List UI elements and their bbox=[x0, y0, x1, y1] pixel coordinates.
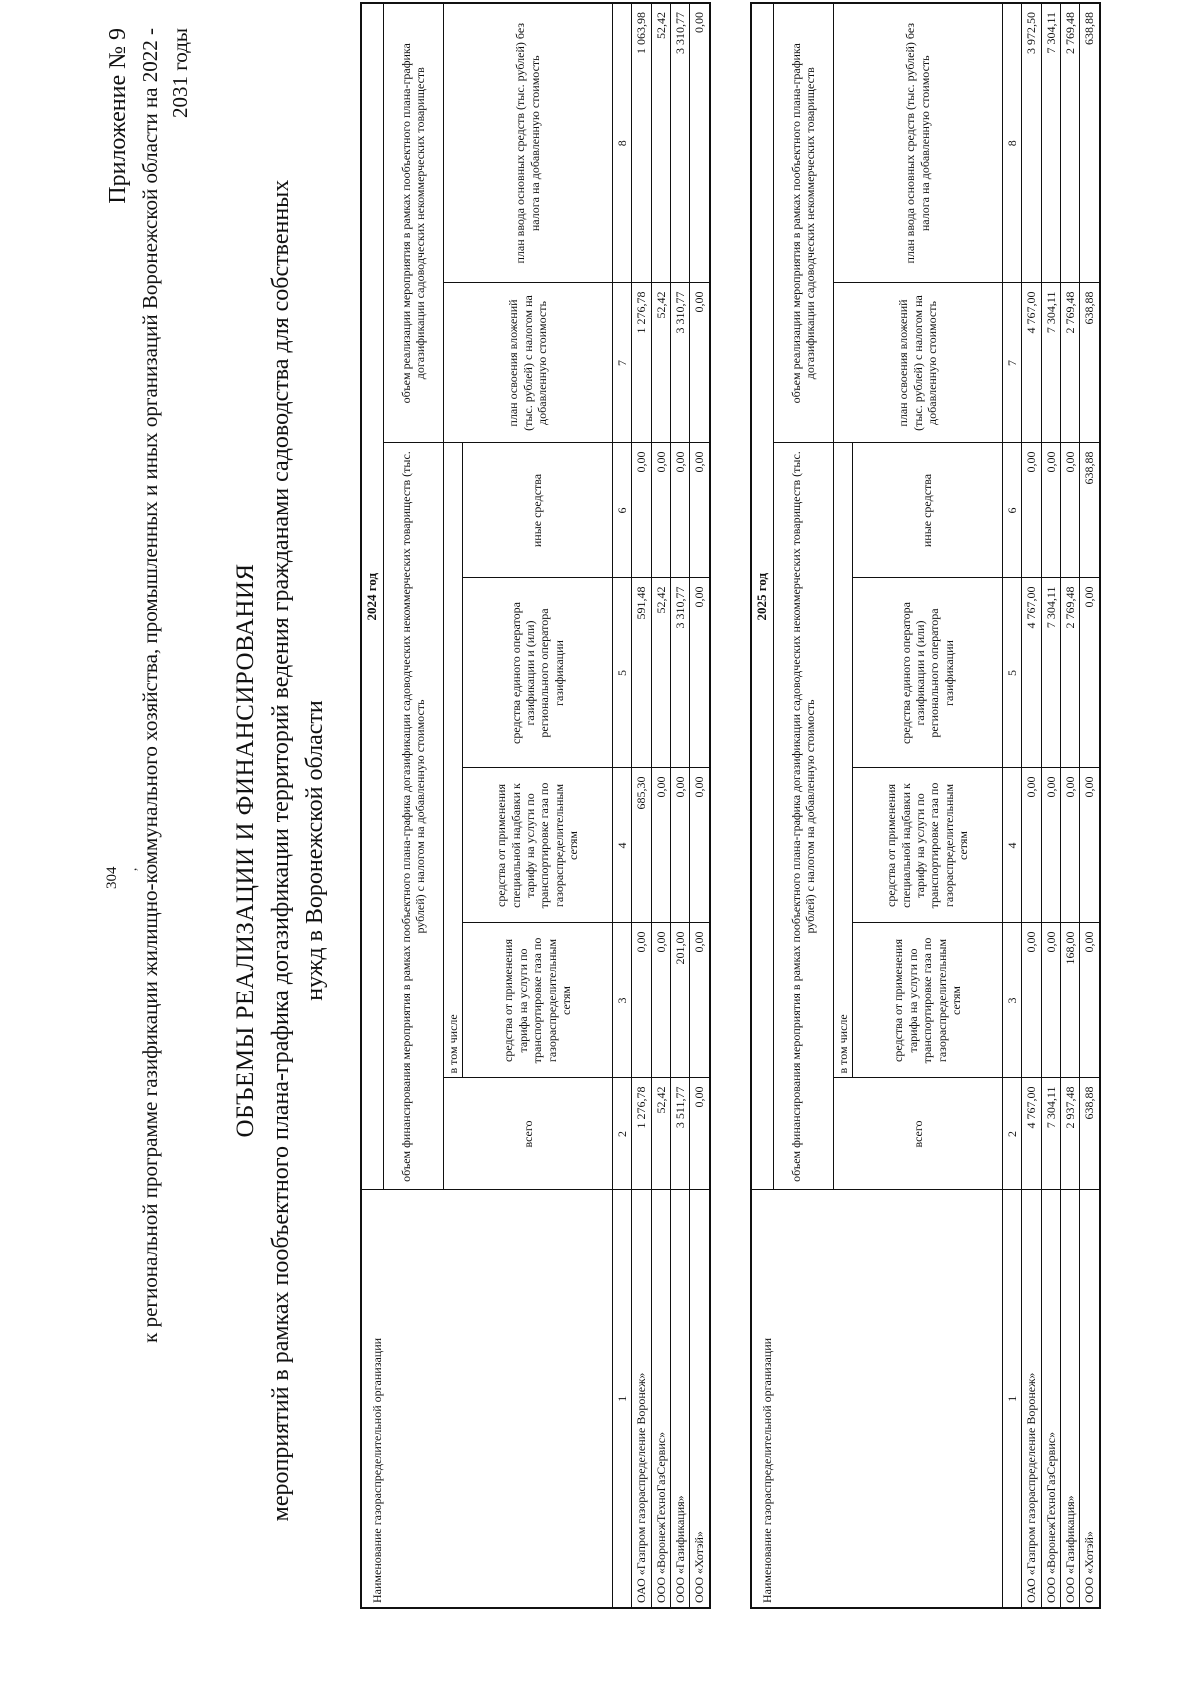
column-number: 6 bbox=[1002, 443, 1021, 578]
header-operator: средства единого оператора газификации и (или) регионального оператора газификации bbox=[852, 578, 1002, 768]
financing-table-2025 bbox=[750, 2, 1101, 1609]
table-row bbox=[1061, 3, 1080, 1608]
value-cell: 3 310,77 bbox=[671, 578, 690, 768]
header-total: всего bbox=[443, 1078, 612, 1190]
org-name-cell: ООО «Газификация» bbox=[671, 1190, 690, 1608]
header-surcharge: средства от применения специальной надбавки к тарифу на услуги по транспортировке газа по газораспределительным сетям bbox=[462, 768, 612, 923]
value-cell: 0,00 bbox=[690, 3, 710, 283]
value-cell: 0,00 bbox=[1061, 768, 1080, 923]
header-total: всего bbox=[833, 1078, 1002, 1190]
value-cell: 7 304,11 bbox=[1041, 578, 1060, 768]
header-asset-plan: план ввода основных средств (тыс. рублей) без налога на добавленную стоимость bbox=[443, 3, 612, 283]
page-number: 304 bbox=[104, 866, 120, 889]
column-number: 1 bbox=[1002, 1190, 1021, 1608]
column-number: 8 bbox=[612, 3, 631, 283]
header-investment-plan: план освоения вложений (тыс. рублей) с налогом на добавленную стоимость bbox=[443, 283, 612, 443]
header-other: иные средства bbox=[462, 443, 612, 578]
header-implementation: объем реализации мероприятия в рамках пообъектного плана-графика догазификации садоводческих некоммерческих товариществ bbox=[773, 3, 833, 443]
header-asset-plan: план ввода основных средств (тыс. рублей) без налога на добавленную стоимость bbox=[833, 3, 1002, 283]
header-financing: объем финансирования мероприятия в рамках пообъектного плана-графика догазификации садоводческих некоммерческих товариществ (тыс. рублей) с налогом на добавленную стоимость bbox=[383, 443, 443, 1190]
header-tariff: средства от применения тарифа на услуги по транспортировке газа по газораспределительным сетям bbox=[852, 923, 1002, 1078]
column-number: 3 bbox=[1002, 923, 1021, 1078]
value-cell: 0,00 bbox=[1080, 923, 1100, 1078]
value-cell: 0,00 bbox=[1022, 923, 1041, 1078]
org-name-cell: ООО «ВоронежТехноГазСервис» bbox=[651, 1190, 670, 1608]
org-name-cell: ОАО «Газпром газораспределение Воронеж» bbox=[1022, 1190, 1041, 1608]
value-cell: 2 769,48 bbox=[1061, 578, 1080, 768]
value-cell: 7 304,11 bbox=[1041, 3, 1060, 283]
value-cell: 0,00 bbox=[1041, 443, 1060, 578]
header-other: иные средства bbox=[852, 443, 1002, 578]
value-cell: 201,00 bbox=[671, 923, 690, 1078]
value-cell: 0,00 bbox=[632, 443, 651, 578]
header-including: в том числе bbox=[443, 443, 462, 1078]
header-surcharge: средства от применения специальной надбавки к тарифу на услуги по транспортировке газа по газораспределительным сетям bbox=[852, 768, 1002, 923]
value-cell: 685,30 bbox=[632, 768, 651, 923]
org-name-cell: ООО «Хотэй» bbox=[1080, 1190, 1100, 1608]
value-cell: 1 063,98 bbox=[632, 3, 651, 283]
table-row bbox=[690, 3, 710, 1608]
value-cell: 3 310,77 bbox=[671, 283, 690, 443]
value-cell: 52,42 bbox=[651, 1078, 670, 1190]
value-cell: 52,42 bbox=[651, 283, 670, 443]
value-cell: 2 769,48 bbox=[1061, 3, 1080, 283]
value-cell: 638,88 bbox=[1080, 1078, 1100, 1190]
column-number: 5 bbox=[1002, 578, 1021, 768]
value-cell: 638,88 bbox=[1080, 3, 1100, 283]
value-cell: 1 276,78 bbox=[632, 283, 651, 443]
value-cell: 0,00 bbox=[651, 443, 670, 578]
value-cell: 0,00 bbox=[671, 768, 690, 923]
value-cell: 2 769,48 bbox=[1061, 283, 1080, 443]
value-cell: 3 310,77 bbox=[671, 3, 690, 283]
header-org-name: Наименование газораспределительной организации bbox=[751, 1190, 1002, 1608]
value-cell: 2 937,48 bbox=[1061, 1078, 1080, 1190]
value-cell: 0,00 bbox=[632, 923, 651, 1078]
value-cell: 638,88 bbox=[1080, 283, 1100, 443]
table-row bbox=[1022, 3, 1041, 1608]
value-cell: 0,00 bbox=[1061, 443, 1080, 578]
value-cell: 0,00 bbox=[1041, 923, 1060, 1078]
value-cell: 52,42 bbox=[651, 578, 670, 768]
value-cell: 3 972,50 bbox=[1022, 3, 1041, 283]
value-cell: 0,00 bbox=[690, 443, 710, 578]
value-cell: 0,00 bbox=[690, 768, 710, 923]
appendix-reference: к региональной программе газификации жилищно-коммунального хозяйства, промышленных и иных организаций Воронежской области на 2022 - bbox=[138, 28, 162, 1343]
header-tariff: средства от применения тарифа на услуги по транспортировке газа по газораспределительным сетям bbox=[462, 923, 612, 1078]
header-org-name: Наименование газораспределительной организации bbox=[361, 1190, 612, 1608]
value-cell: 7 304,11 bbox=[1041, 283, 1060, 443]
appendix-years: 2031 годы bbox=[168, 28, 192, 119]
org-name-cell: ООО «ВоронежТехноГазСервис» bbox=[1041, 1190, 1060, 1608]
org-name-cell: ООО «Хотэй» bbox=[690, 1190, 710, 1608]
value-cell: 0,00 bbox=[1022, 768, 1041, 923]
value-cell: 168,00 bbox=[1061, 923, 1080, 1078]
column-number: 2 bbox=[612, 1078, 631, 1190]
value-cell: 0,00 bbox=[690, 1078, 710, 1190]
value-cell: 638,88 bbox=[1080, 443, 1100, 578]
document-subtitle: мероприятий в рамках пообъектного плана-графика догазификации территорий ведения гражданами садоводства для собственных bbox=[268, 179, 294, 1522]
value-cell: 0,00 bbox=[690, 283, 710, 443]
column-number: 3 bbox=[612, 923, 631, 1078]
value-cell: 0,00 bbox=[671, 443, 690, 578]
value-cell: 0,00 bbox=[1041, 768, 1060, 923]
value-cell: 3 511,77 bbox=[671, 1078, 690, 1190]
table-row bbox=[651, 3, 670, 1608]
header-implementation: объем реализации мероприятия в рамках пообъектного плана-графика догазификации садоводческих некоммерческих товариществ bbox=[383, 3, 443, 443]
table-row bbox=[1080, 3, 1100, 1608]
org-name-cell: ООО «Газификация» bbox=[1061, 1190, 1080, 1608]
value-cell: 0,00 bbox=[690, 578, 710, 768]
value-cell: 0,00 bbox=[1022, 443, 1041, 578]
value-cell: 7 304,11 bbox=[1041, 1078, 1060, 1190]
financing-table-2024 bbox=[360, 2, 711, 1609]
value-cell: 52,42 bbox=[651, 3, 670, 283]
value-cell: 4 767,00 bbox=[1022, 1078, 1041, 1190]
column-number: 2 bbox=[1002, 1078, 1021, 1190]
table-row bbox=[1041, 3, 1060, 1608]
column-number: 8 bbox=[1002, 3, 1021, 283]
value-cell: 0,00 bbox=[651, 768, 670, 923]
appendix-title: Приложение № 9 bbox=[105, 28, 131, 204]
value-cell: 0,00 bbox=[651, 923, 670, 1078]
header-investment-plan: план освоения вложений (тыс. рублей) с налогом на добавленную стоимость bbox=[833, 283, 1002, 443]
table-year: 2024 год bbox=[361, 3, 383, 1190]
header-including: в том числе bbox=[833, 443, 852, 1078]
column-number: 4 bbox=[612, 768, 631, 923]
table-row bbox=[632, 3, 651, 1608]
value-cell: 0,00 bbox=[1080, 578, 1100, 768]
column-number: 7 bbox=[1002, 283, 1021, 443]
column-number: 6 bbox=[612, 443, 631, 578]
value-cell: 0,00 bbox=[1080, 768, 1100, 923]
value-cell: 4 767,00 bbox=[1022, 283, 1041, 443]
value-cell: 1 276,78 bbox=[632, 1078, 651, 1190]
column-number: 1 bbox=[612, 1190, 631, 1608]
column-number: 4 bbox=[1002, 768, 1021, 923]
header-financing: объем финансирования мероприятия в рамках пообъектного плана-графика догазификации садоводческих некоммерческих товариществ (тыс. рублей) с налогом на добавленную стоимость bbox=[773, 443, 833, 1190]
column-number: 7 bbox=[612, 283, 631, 443]
value-cell: 4 767,00 bbox=[1022, 578, 1041, 768]
value-cell: 0,00 bbox=[690, 923, 710, 1078]
stray-mark: , bbox=[124, 867, 139, 871]
column-number: 5 bbox=[612, 578, 631, 768]
document-title: ОБЪЕМЫ РЕАЛИЗАЦИИ И ФИНАНСИРОВАНИЯ bbox=[232, 563, 259, 1138]
document-subtitle-cont: нужд в Воронежской области bbox=[302, 700, 328, 1001]
header-operator: средства единого оператора газификации и (или) регионального оператора газификации bbox=[462, 578, 612, 768]
value-cell: 591,48 bbox=[632, 578, 651, 768]
org-name-cell: ОАО «Газпром газораспределение Воронеж» bbox=[632, 1190, 651, 1608]
table-year: 2025 год bbox=[751, 3, 773, 1190]
table-row bbox=[671, 3, 690, 1608]
